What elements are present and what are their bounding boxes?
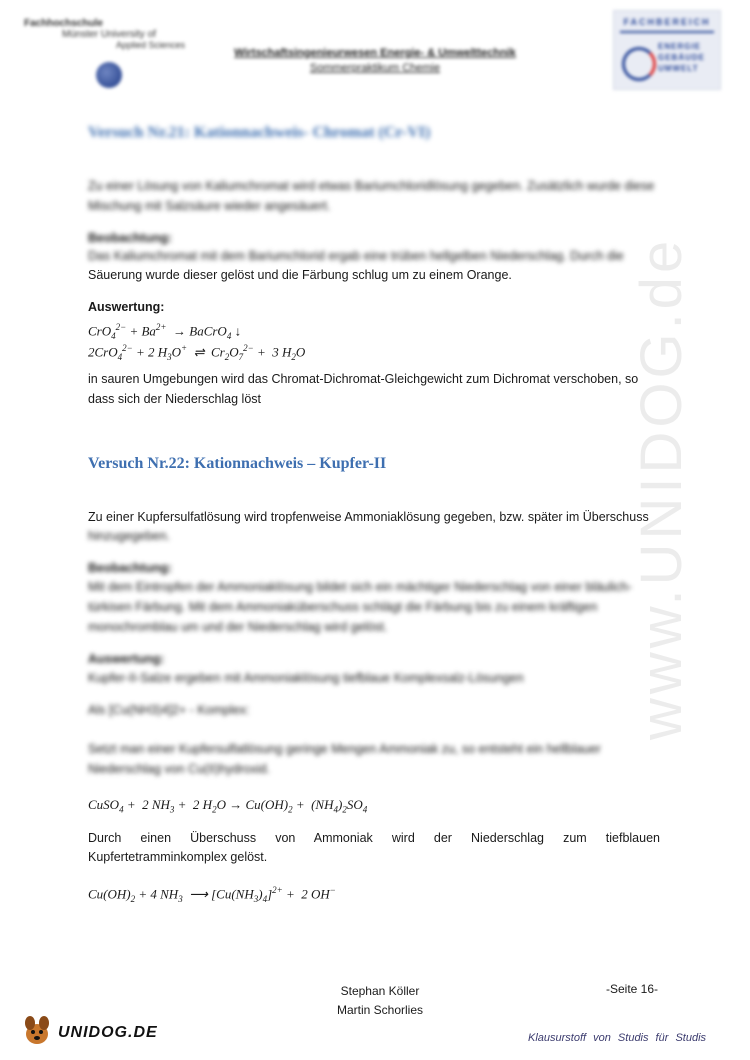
department-emblem-icon (622, 47, 656, 81)
department-word-1: ENERGIE (658, 42, 702, 51)
equation-tetrammine-complex: $Cu(OH)_2 + 4$ $NH_3$ ⟶ $[Cu(NH_3)_4]^{2+} + 2$ OH− (88, 885, 336, 904)
section-21-intro: Zu einer Lösung von Kaliumchromat wird etwas Bariumchloridlösung gegeben. Zusätzlich wurde diese Mischung mit Salzsäure wieder angesäuert. (88, 179, 655, 213)
section-22-observation-label: Beobachtung: (88, 561, 173, 575)
section-22-paragraph: Setzt man einer Kupfersulfatlösung geringe Mengen Ammoniak zu, so entsteht ein hellblauer Niederschlag von Cu(II)hydroxid. (88, 742, 601, 776)
section-22-excess-line1 (88, 828, 660, 848)
department-words (658, 41, 705, 74)
section-21-observation-label: Beobachtung: (88, 231, 173, 245)
section-22-excess-text: Durch einen Überschuss von Ammoniak wird der Niederschlag zum tiefblauen (88, 831, 660, 845)
unidog-brand: UNIDOG.DE (58, 1024, 158, 1041)
section-21-observation-line2: Säuerung wurde dieser gelöst und die Färbung schlug um zu einem Orange. (88, 268, 512, 282)
section-22-title: Versuch Nr.22: Kationnachweis – Kupfer-II (88, 455, 387, 472)
section-22-observation-text: Mit dem Eintropfen der Ammoniaklösung bildet sich ein mächtiger Niederschlag von einer bläulich-türkisen Färbung. Mit dem Ammoniaküberschuss schlägt die Färbung bis zu einem kräftigen monochromblau um und der Niederschlag wird gelöst. (88, 580, 633, 634)
course-title: Wirtschaftsingenieurwesen Energie- & Umwelttechnik (234, 47, 516, 59)
department-word-2: GEBÄUDE (658, 53, 706, 62)
section-21-conclusion: in sauren Umgebungen wird das Chromat-Dichromat-Gleichgewicht zum Dichromat verschoben, so dass sich der Niederschlag löst (88, 372, 639, 406)
watermark: www.UNIDOG.de (629, 236, 694, 740)
footer-author-1: Stephan Köller (340, 984, 420, 998)
department-title: FACHBEREICH (623, 17, 711, 27)
section-22-evaluation-text: Kupfer-II-Salze ergeben mit Ammoniaklösung tiefblaue Komplexsalz-Lösungen (88, 671, 524, 685)
dog-icon (22, 1014, 52, 1046)
department-logo (613, 10, 721, 90)
uni-logo-line1: Fachhochschule (24, 18, 103, 29)
footer-author-2: Martin Schorlies (336, 1003, 424, 1017)
equation-copper-hydroxide: CuSO$_4$ + 2 $NH_3 + 2$ $H_2O \to Cu(OH)_2 + (NH_4)_2SO_4$ (88, 797, 368, 815)
course-subtitle: Sommerpraktikum Chemie (309, 62, 441, 74)
footer-authors (300, 982, 460, 1020)
uni-logo-line3: Applied Sciences (116, 40, 186, 50)
section-22-complex-label: Als [Cu(NH3)4]2+ - Komplex: (88, 703, 250, 717)
section-21-observation-line1: Das Kaliumchromat mit dem Bariumchlorid ergab eine trüben hellgelben Niederschlag. Durch die (88, 249, 624, 263)
equation-chromate-barium: $CrO_4^{2-} + Ba^{2+}$ → BaCrO$_4$ ↓ (88, 322, 242, 341)
section-22-evaluation-label: Auswertung: (88, 652, 165, 666)
unidog-logo[interactable] (22, 1014, 172, 1050)
section-21-evaluation-label: Auswertung: (88, 300, 165, 314)
course-header (200, 46, 550, 76)
uni-emblem-icon (96, 62, 122, 88)
uni-logo-line2: Münster University of (62, 29, 156, 40)
section-22-excess-line2: Kupfertetramminkomplex gelöst. (88, 850, 268, 864)
department-divider (620, 31, 714, 33)
section-22-intro-line2: hinzugegeben. (88, 529, 171, 543)
university-logo (24, 18, 214, 90)
section-21-title: Versuch Nr.21: Kationnachweis- Chromat (Cr-VI) (88, 124, 431, 141)
page-number: -Seite 16- (606, 982, 659, 996)
footer-tagline: Klausurstoff von Studis für Studis (528, 1032, 707, 1044)
department-word-3: UMWELT (658, 64, 699, 73)
section-22-intro-line1: Zu einer Kupfersulfatlösung wird tropfenweise Ammoniaklösung gegeben, bzw. später im Überschuss (88, 510, 649, 524)
equation-chromate-dichromate: 2CrO$_4^{2-}$ + 2 $H_3O^+$ ⇌ $Cr_2O_7^{2-} + 3$ $H_2O$ (88, 343, 306, 362)
